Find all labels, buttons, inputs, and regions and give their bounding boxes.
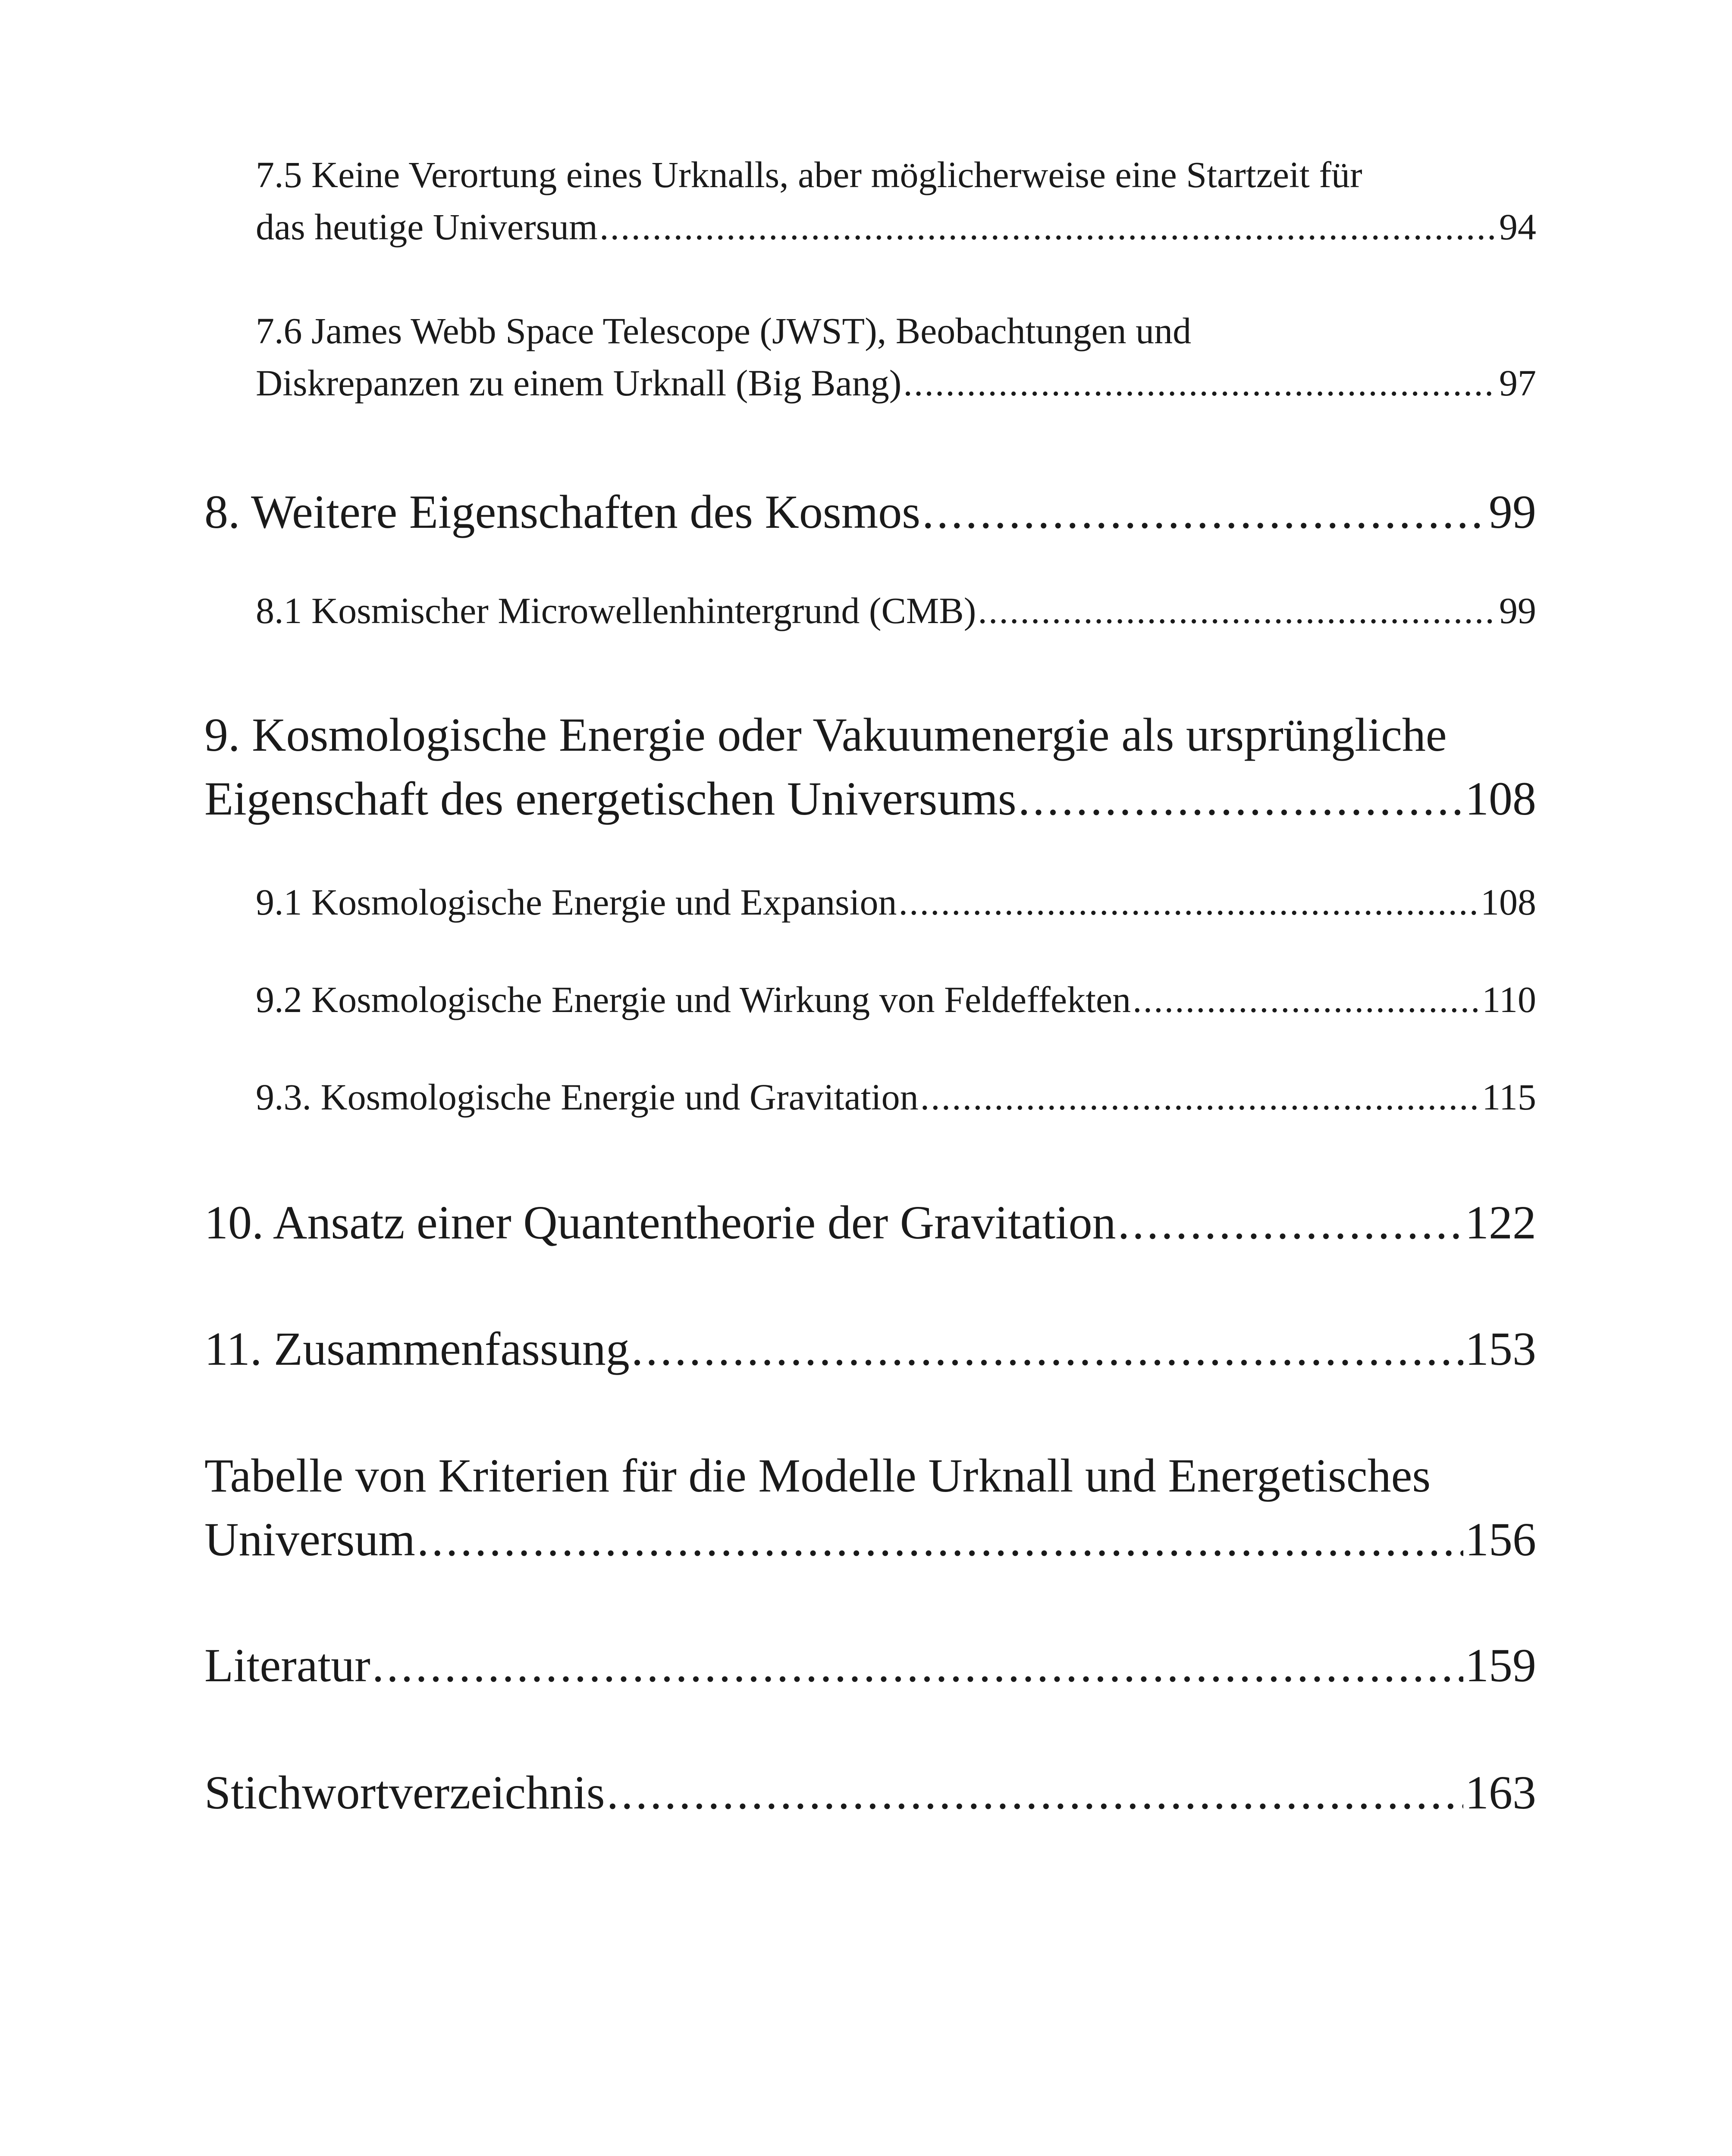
dot-leader — [1118, 1191, 1463, 1254]
toc-entry-line — [204, 1444, 1536, 1507]
toc-entry-title: 9.3. Kosmologische Energie und Gravitation — [256, 1076, 919, 1118]
toc-entry-tabelle[interactable] — [204, 1444, 1536, 1571]
toc-entry-line — [256, 201, 1536, 253]
toc-entry-line — [204, 703, 1536, 767]
toc-page-number: 94 — [1499, 206, 1536, 248]
toc-entry-title-cont: Universum — [204, 1513, 415, 1566]
toc-entry-9[interactable] — [204, 703, 1536, 830]
toc-entry-9-3[interactable] — [256, 1071, 1536, 1123]
dot-leader — [1133, 974, 1480, 1026]
toc-page-number: 108 — [1481, 881, 1536, 923]
toc-page-number: 156 — [1465, 1513, 1536, 1566]
toc-entry-title: 7.5 Keine Verortung eines Urknalls, aber möglicherweise eine Startzeit für — [256, 154, 1362, 195]
dot-leader — [1018, 767, 1463, 830]
toc-entry-7-6[interactable] — [256, 305, 1536, 409]
toc-page-number: 108 — [1465, 772, 1536, 825]
toc-entry-title: Literatur — [204, 1639, 370, 1692]
toc-entry-title: Stichwortverzeichnis — [204, 1766, 605, 1819]
dot-leader — [922, 480, 1487, 544]
toc-entry-line — [204, 480, 1536, 544]
toc-entry-title-cont: Diskrepanzen zu einem Urknall (Big Bang) — [256, 362, 902, 404]
dot-leader — [417, 1507, 1463, 1571]
toc-page-number: 163 — [1465, 1766, 1536, 1819]
toc-entry-8-1[interactable] — [256, 585, 1536, 637]
toc-page-number: 159 — [1465, 1639, 1536, 1692]
toc-entry-title: Tabelle von Kriterien für die Modelle Urknall und Energetisches — [204, 1449, 1431, 1502]
dot-leader — [631, 1317, 1463, 1381]
dot-leader — [607, 1761, 1463, 1824]
toc-entry-line — [256, 305, 1536, 357]
toc-page-number: 99 — [1489, 486, 1536, 538]
toc-entry-7-5[interactable] — [256, 149, 1536, 253]
toc-page-number: 99 — [1499, 590, 1536, 631]
dot-leader — [372, 1633, 1463, 1697]
toc-entry-literatur[interactable] — [204, 1633, 1536, 1697]
toc-entry-line — [204, 1633, 1536, 1697]
dot-leader — [898, 876, 1479, 928]
toc-entry-line — [204, 1191, 1536, 1254]
toc-entry-8[interactable] — [204, 480, 1536, 544]
toc-entry-title-cont: das heutige Universum — [256, 206, 598, 248]
toc-entry-line — [204, 1317, 1536, 1381]
toc-entry-title: 8.1 Kosmischer Microwellenhintergrund (CMB) — [256, 590, 976, 631]
toc-entry-9-1[interactable] — [256, 876, 1536, 928]
toc-page-number: 153 — [1465, 1322, 1536, 1375]
dot-leader — [599, 201, 1497, 253]
dot-leader — [903, 357, 1497, 409]
toc-entry-line — [204, 767, 1536, 830]
toc-entry-title: 9.1 Kosmologische Energie und Expansion — [256, 881, 897, 923]
toc-entry-title: 10. Ansatz einer Quantentheorie der Gravitation — [204, 1196, 1116, 1249]
toc-entry-line — [204, 1507, 1536, 1571]
dot-leader — [920, 1071, 1481, 1123]
toc-entry-title: 8. Weitere Eigenschaften des Kosmos — [204, 486, 921, 538]
toc-entry-title: 7.6 James Webb Space Telescope (JWST), Beobachtungen und — [256, 310, 1192, 351]
toc-entry-line — [256, 1071, 1536, 1123]
toc-page-number: 110 — [1482, 979, 1536, 1020]
toc-page-number: 97 — [1499, 362, 1536, 404]
toc-entry-9-2[interactable] — [256, 974, 1536, 1026]
toc-entry-11[interactable] — [204, 1317, 1536, 1381]
toc-entry-line — [256, 149, 1536, 201]
toc-entry-10[interactable] — [204, 1191, 1536, 1254]
toc-page-number: 115 — [1482, 1076, 1536, 1118]
toc-entry-title: 9.2 Kosmologische Energie und Wirkung von Feldeffekten — [256, 979, 1131, 1020]
toc-entry-line — [256, 357, 1536, 409]
dot-leader — [978, 585, 1497, 637]
toc-entry-line — [204, 1761, 1536, 1824]
toc-entry-line — [256, 876, 1536, 928]
toc-entry-stichwortverzeichnis[interactable] — [204, 1761, 1536, 1824]
toc-entry-line — [256, 585, 1536, 637]
toc-entry-title: 9. Kosmologische Energie oder Vakuumenergie als ursprüngliche — [204, 708, 1447, 761]
toc-entry-line — [256, 974, 1536, 1026]
toc-entry-title-cont: Eigenschaft des energetischen Universums — [204, 772, 1017, 825]
toc-page-number: 122 — [1465, 1196, 1536, 1249]
toc-entry-title: 11. Zusammenfassung — [204, 1322, 630, 1375]
